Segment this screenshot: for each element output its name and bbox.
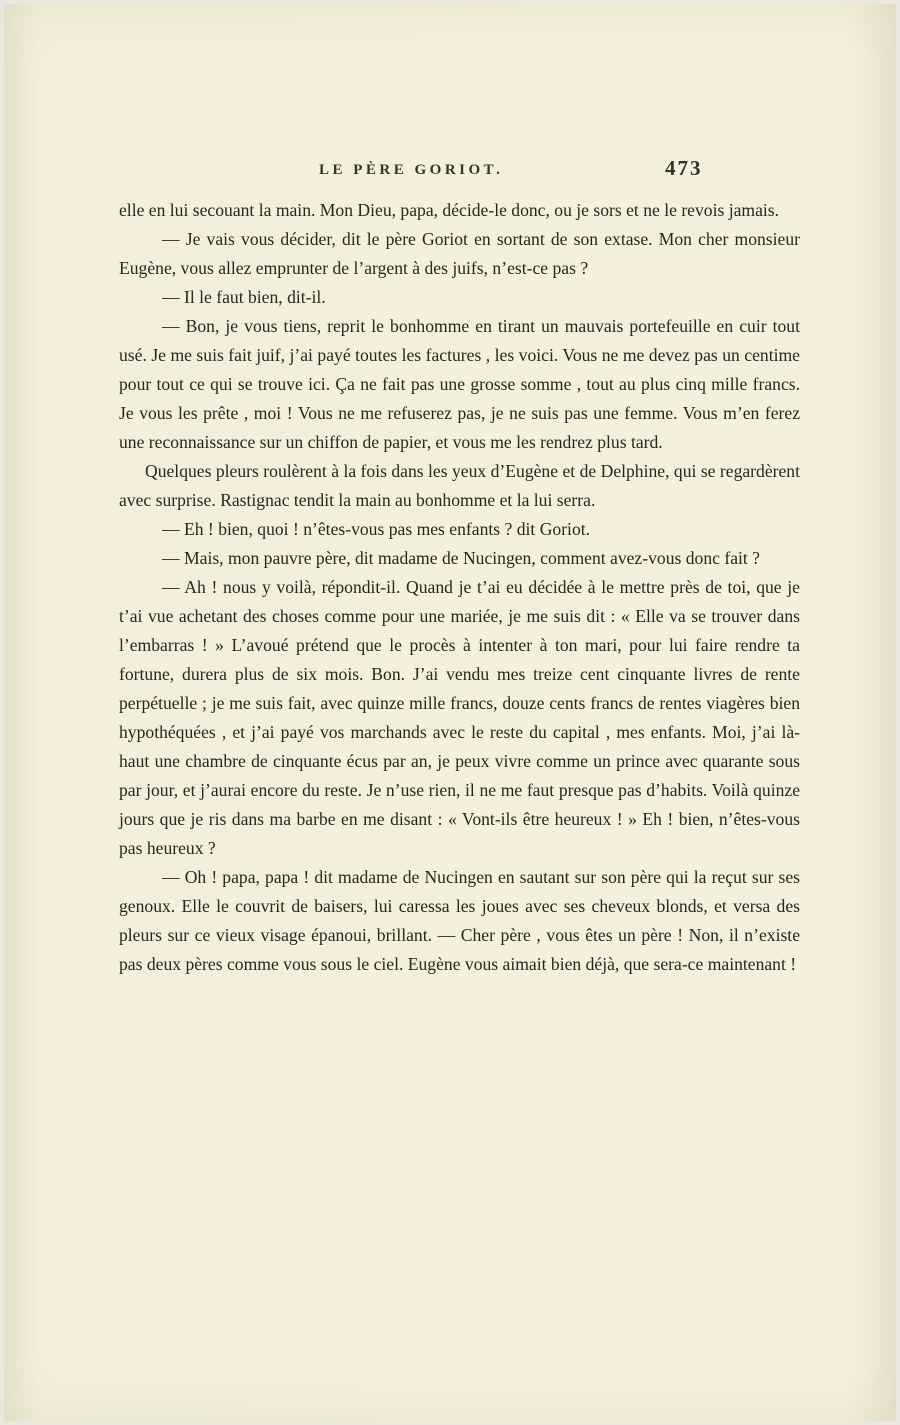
page-header bbox=[119, 156, 791, 188]
paragraph-dialogue: — Mais, mon pauvre père, dit madame de Nucingen, comment avez-vous donc fait ? bbox=[162, 548, 760, 568]
paragraph-dialogue: — Il le faut bien, dit-il. bbox=[162, 287, 326, 307]
paragraph-dialogue: — Ah ! nous y voilà, répondit-il. Quand je t’ai eu décidée à le mettre près de toi, que je t’ai vue achetant des choses comme pour une mariée, je me suis dit : « Elle va se trouver dans l’embarras ! » L’avoué prétend que le procès à intenter à ton mari, pour lui faire rendre ta fortune, durera plus de six mois. Bon. J’ai vendu mes treize cent cinquante livres de rente perpétuelle ; je me suis fait, avec quinze mille francs, douze cents francs de rentes viagères bien hypothéquées , et j’ai payé vos marchands avec le reste du capital , mes enfants. Moi, j’ai là-haut une chambre de cinquante écus par an, je peux vivre comme un prince avec quarante sous par jour, et j’aurai encore du reste. Je n’use rien, il ne me faut presque pas d’habits. Voilà quinze jours que je ris dans ma barbe en me disant : « Vont-ils être heureux ! » Eh ! bien, n’êtes-vous pas heureux ? bbox=[119, 577, 800, 858]
paragraph-narrative: Quelques pleurs roulèrent à la fois dans les yeux d’Eugène et de Delphine, qui se regardèrent avec surprise. Rastignac tendit la main au bonhomme et la lui serra. bbox=[119, 461, 800, 510]
paragraph-dialogue: — Bon, je vous tiens, reprit le bonhomme en tirant un mauvais portefeuille en cuir tout usé. Je me suis fait juif, j’ai payé toutes les factures , les voici. Vous ne me devez pas un centime pour tout ce qui se trouve ici. Ça ne fait pas une grosse somme , tout au plus cinq mille francs. Je vous les prête , moi ! Vous ne me refuserez pas, je ne suis pas une femme. Vous m’en ferez une reconnaissance sur un chiffon de papier, et vous me les rendrez plus tard. bbox=[119, 316, 800, 452]
running-title: LE PÈRE GORIOT. bbox=[319, 162, 504, 178]
paragraph-dialogue: — Je vais vous décider, dit le père Goriot en sortant de son extase. Mon cher monsieur Eugène, vous allez emprunter de l’argent à des juifs, n’est-ce pas ? bbox=[119, 229, 800, 278]
page-body-text bbox=[119, 196, 800, 979]
paragraph-dialogue: — Eh ! bien, quoi ! n’êtes-vous pas mes enfants ? dit Goriot. bbox=[162, 519, 591, 539]
paragraph-dialogue: — Oh ! papa, papa ! dit madame de Nucingen en sautant sur son père qui la reçut sur ses genoux. Elle le couvrit de baisers, lui caressa les joues avec ses cheveux blonds, et versa des pleurs sur ce vieux visage épanoui, brillant. — Cher père , vous êtes un père ! Non, il n’existe pas deux pères comme vous sous le ciel. Eugène vous aimait bien déjà, que sera-ce maintenant ! bbox=[119, 867, 800, 974]
paragraph-continuation: elle en lui secouant la main. Mon Dieu, papa, décide-le donc, ou je sors et ne le revois jamais. bbox=[119, 200, 780, 220]
page-number: 473 bbox=[665, 156, 703, 180]
